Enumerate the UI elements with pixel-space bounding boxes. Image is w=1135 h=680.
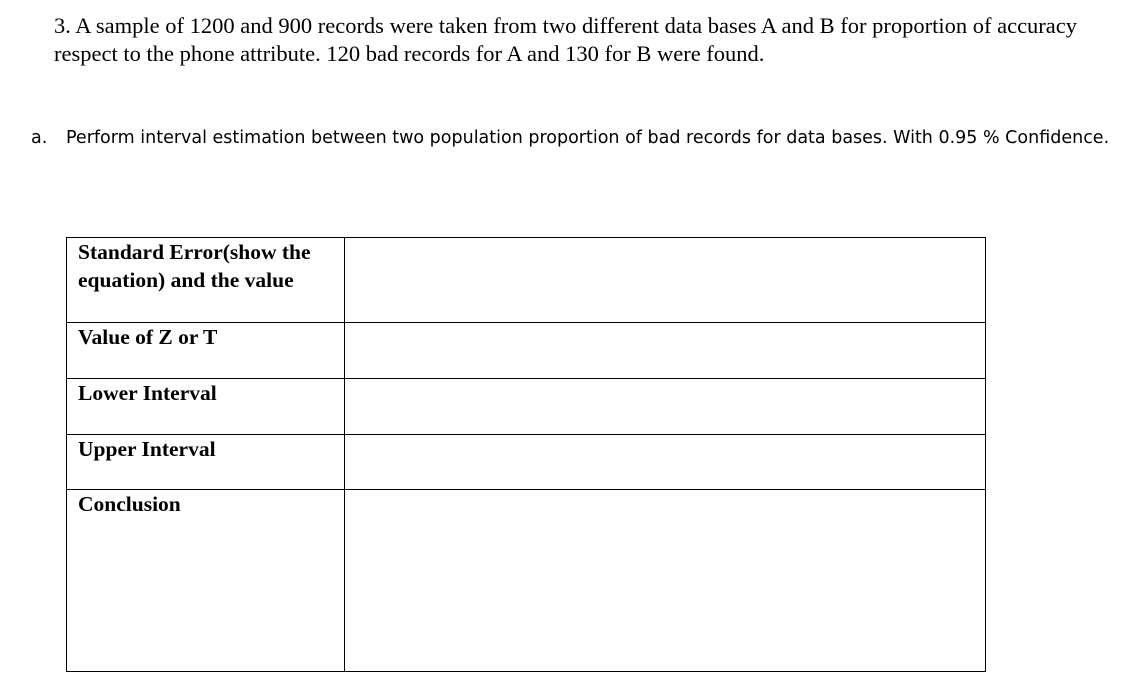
part-a-marker: a. [31,128,48,148]
row-label-lower-interval: Lower Interval [67,379,345,435]
answer-table [66,237,986,672]
question-text: 3. A sample of 1200 and 900 records were taken from two different data bases A and B for proportion of accuracy respect to the phone attribute. 120 bad records for A and 130 for B were found. [54,13,1078,66]
table-row [67,435,986,490]
table-row [67,379,986,435]
row-label-z-or-t: Value of Z or T [67,323,345,379]
row-label-upper-interval: Upper Interval [67,435,345,490]
answer-cell-z-or-t[interactable] [345,323,986,379]
table-row [67,238,986,323]
answer-cell-lower-interval[interactable] [345,379,986,435]
table-row [67,490,986,672]
answer-cell-standard-error[interactable] [345,238,986,323]
answer-cell-conclusion[interactable] [345,490,986,672]
row-label-standard-error: Standard Error(show the equation) and the value [67,238,345,323]
part-a [0,125,1135,151]
table-row [67,323,986,379]
answer-cell-upper-interval[interactable] [345,435,986,490]
part-a-text: Perform interval estimation between two population proportion of bad records for data bases. With 0.95 % Confidence. [66,128,1110,148]
row-label-conclusion: Conclusion [67,490,345,672]
